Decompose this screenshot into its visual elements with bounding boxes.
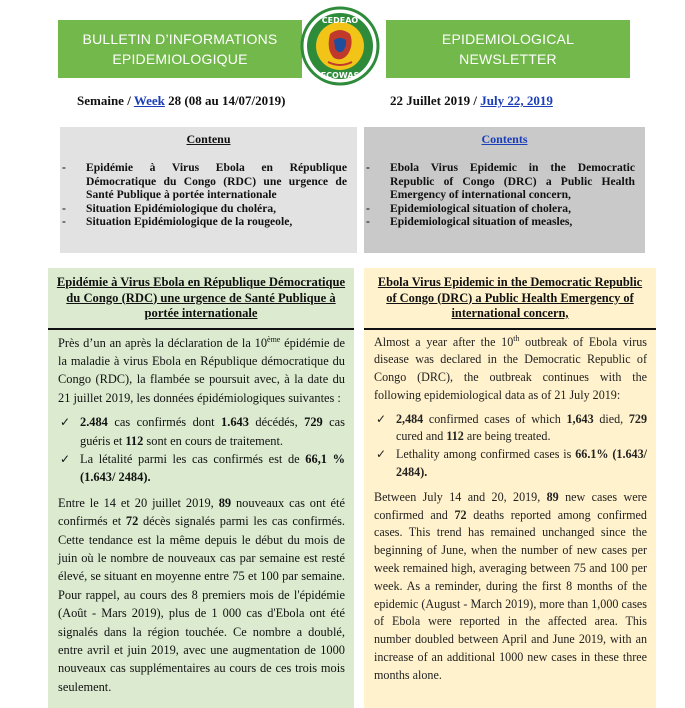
header-title-en-line2: NEWSLETTER: [459, 51, 557, 67]
header-title-fr: [58, 20, 302, 78]
article-fr-trend: Entre le 14 et 20 juillet 2019, 89 nouveaux cas ont été confirmés et 72 décès signalés parmi les cas confirmés. Cette tendance est la même depuis le début du mois de juin où le nombre de nouveaux cas par semaine est resté élevé, se situant en moyenne entre 75 et 100 par semaine. Pour rappel, au cours des 8 premiers mois de l'épidémie (Août - Mars 2019), plus de 1 000 cas d'Ebola ont été signalés dans la région touchée. Ce nombre a doublé, entre avril et juin 2019, avec une augmentation de 1000 nouveaux cas supplémentaires au cours de ces trois mois seulement.: [58, 495, 345, 694]
article-en: [364, 268, 656, 708]
article-fr-title: Epidémie à Virus Ebola en République Démocratique du Congo (RDC) une urgence de Santé Publique à portée internationale: [56, 275, 346, 320]
article-fr-intro: Près d’un an après la déclaration de la 10ème épidémie de la maladie à virus Ebola en République démocratique du Congo (RDC), la flambée se poursuit avec, à la date du 21 juillet 2019, les données épidémiologiques suivantes :: [58, 334, 345, 405]
logo-bottom-text: ECOWAS: [320, 71, 360, 80]
logo-top-text: CEDEAO: [321, 16, 359, 25]
check-item: ✓ Lethality among confirmed cases is 66.1% (1.643/ 2484).: [396, 446, 647, 482]
header-title-fr-line1: BULLETIN D’INFORMATIONS: [82, 31, 278, 47]
contents-fr-item: - Situation Epidémiologique de la rougeole,: [86, 215, 347, 229]
contents-fr-item: - Situation Epidémiologique du choléra,: [86, 202, 347, 216]
ecowas-logo: [300, 6, 380, 86]
contents-fr-item: - Epidémie à Virus Ebola en République Démocratique du Congo (RDC) une urgence de Santé Publique à portée internationale: [86, 161, 347, 202]
contents-en-box: [364, 127, 645, 253]
check-item: ✓ 2,484 confirmed cases of which 1,643 died, 729 cured and 112 are being treated.: [396, 411, 647, 447]
article-en-body: [364, 330, 656, 685]
article-fr: [48, 268, 354, 708]
header-title-en: [386, 20, 630, 78]
article-en-trend: Between July 14 and 20, 2019, 89 new cases were confirmed and 72 deaths reported among confirmed cases. This trend has remained unchanged since the beginning of June, when the number of new cases per week remained high, averaging between 75 and 100 per week. As a reminder, during the first 8 months of the epidemic (August - March 2019), more than 1,000 cases of Ebola were reported in the affected area. This number doubled between April and June 2019, with an increase of an additional 1000 new cases in these three months alone.: [374, 489, 647, 682]
week-line: [77, 93, 286, 109]
article-en-title: Ebola Virus Epidemic in the Democratic Republic of Congo (DRC) a Public Health Emergency of international concern,: [377, 275, 643, 320]
article-fr-body: [48, 330, 354, 697]
contents-fr-list: [60, 161, 357, 229]
date-fr: 22 Juillet 2019 /: [390, 93, 481, 108]
semaine-label: Semaine /: [77, 93, 134, 108]
date-en: July 22, 2019: [480, 93, 553, 108]
article-en-intro: Almost a year after the 10th outbreak of Ebola virus disease was declared in the Democratic Republic of Congo (DRC), the outbreak continues with the following epidemiological data as of 21 July 2019:: [374, 333, 648, 402]
check-item: ✓ La létalité parmi les cas confirmés est de 66,1 % (1.643/ 2484).: [80, 450, 345, 487]
contents-en-item: - Epidemiological situation of measles,: [390, 215, 635, 229]
contents-en-item: - Ebola Virus Epidemic in the Democratic Republic of Congo (DRC) a Public Health Emergency of international concern,: [390, 161, 635, 202]
article-en-stats: [374, 411, 647, 482]
week-label: Week: [133, 93, 165, 108]
contents-fr-box: [60, 127, 357, 253]
contents-en-title[interactable]: Contents: [481, 132, 528, 146]
contents-fr-title: Contenu: [186, 132, 231, 146]
contents-en-list: [364, 161, 645, 229]
contents-en-item: - Epidemiological situation of cholera,: [390, 202, 635, 216]
article-fr-stats: [58, 413, 345, 487]
week-range: 28 (08 au 14/07/2019): [164, 93, 286, 108]
date-line: [390, 93, 553, 109]
header-title-en-line1: EPIDEMIOLOGICAL: [441, 31, 575, 47]
check-item: ✓ 2.484 cas confirmés dont 1.643 décédés, 729 cas guéris et 112 sont en cours de traitement.: [80, 413, 345, 450]
header-title-fr-line2: EPIDEMIOLOGIQUE: [112, 51, 248, 67]
